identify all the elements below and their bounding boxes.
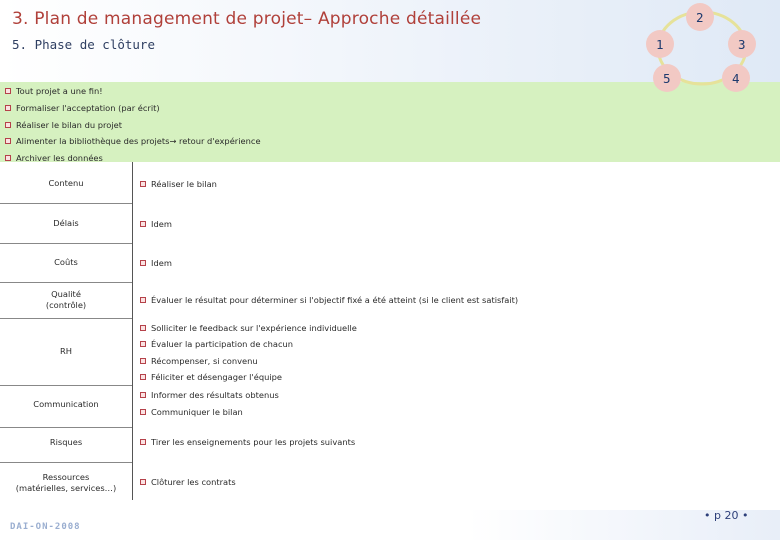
- cycle-label-3: 3: [738, 37, 746, 52]
- row-separator: [0, 318, 132, 319]
- summary-bullet: Formaliser l'acceptation (par écrit): [5, 103, 160, 113]
- row-item: Idem: [140, 258, 172, 268]
- row-label-ressources: Ressources (matérielles, services…): [15, 472, 117, 493]
- cycle-label-4: 4: [732, 71, 740, 86]
- row-label-contenu: Contenu: [48, 178, 84, 188]
- bullet-square-icon: [140, 221, 146, 227]
- bullet-square-icon: [5, 88, 11, 94]
- row-item: Idem: [140, 219, 172, 229]
- footer-band: [0, 510, 780, 540]
- row-separator: [0, 427, 132, 428]
- row-item: Tirer les enseignements pour les projets suivants: [140, 437, 355, 447]
- cycle-label-2: 2: [696, 10, 704, 25]
- summary-bullet: Archiver les données: [5, 153, 103, 163]
- page-title: 3. Plan de management de projet– Approche détaillée: [12, 9, 482, 29]
- row-separator: [0, 385, 132, 386]
- row-item: Informer des résultats obtenus: [140, 390, 279, 400]
- bullet-square-icon: [140, 439, 146, 445]
- bullet-square-icon: [5, 155, 11, 161]
- row-item: Communiquer le bilan: [140, 407, 243, 417]
- row-item: Féliciter et désengager l'équipe: [140, 372, 282, 382]
- row-separator: [0, 203, 132, 204]
- bullet-square-icon: [140, 260, 146, 266]
- bullet-square-icon: [140, 392, 146, 398]
- bullet-square-icon: [5, 122, 11, 128]
- cycle-label-1: 1: [656, 37, 664, 52]
- bullet-square-icon: [140, 325, 146, 331]
- table-divider: [132, 162, 133, 500]
- summary-bullet: Réaliser le bilan du projet: [5, 120, 122, 130]
- phase-cycle-diagram: [630, 0, 780, 100]
- row-item: Évaluer la participation de chacun: [140, 339, 293, 349]
- bullet-square-icon: [140, 409, 146, 415]
- bullet-square-icon: [140, 297, 146, 303]
- row-label-delais: Délais: [53, 218, 79, 228]
- bullet-square-icon: [5, 105, 11, 111]
- row-separator: [0, 243, 132, 244]
- row-label-risques: Risques: [49, 437, 83, 447]
- row-item: Récompenser, si convenu: [140, 356, 258, 366]
- cycle-label-5: 5: [663, 71, 671, 86]
- summary-bullet: Alimenter la bibliothèque des projets→ retour d'expérience: [5, 136, 261, 146]
- row-item: Solliciter le feedback sur l'expérience individuelle: [140, 323, 357, 333]
- page-number: • p 20 •: [704, 509, 749, 522]
- row-separator: [0, 282, 132, 283]
- bullet-square-icon: [140, 479, 146, 485]
- bullet-square-icon: [140, 181, 146, 187]
- bullet-square-icon: [140, 374, 146, 380]
- row-item: Réaliser le bilan: [140, 179, 217, 189]
- row-label-qualite: Qualité (contrôle): [45, 289, 87, 310]
- row-label-communication: Communication: [33, 399, 99, 409]
- row-label-rh: RH: [59, 346, 72, 356]
- bullet-square-icon: [140, 358, 146, 364]
- row-separator: [0, 462, 132, 463]
- summary-bullet: Tout projet a une fin!: [5, 86, 103, 96]
- footer-reference: DAI-ON-2008: [10, 522, 81, 532]
- row-item: Clôturer les contrats: [140, 477, 236, 487]
- row-item: Évaluer le résultat pour déterminer si l'objectif fixé a été atteint (si le client est satisfait): [140, 295, 518, 305]
- page-subtitle: 5. Phase de clôture: [12, 37, 155, 52]
- row-label-couts: Coûts: [54, 257, 78, 267]
- bullet-square-icon: [5, 138, 11, 144]
- bullet-square-icon: [140, 341, 146, 347]
